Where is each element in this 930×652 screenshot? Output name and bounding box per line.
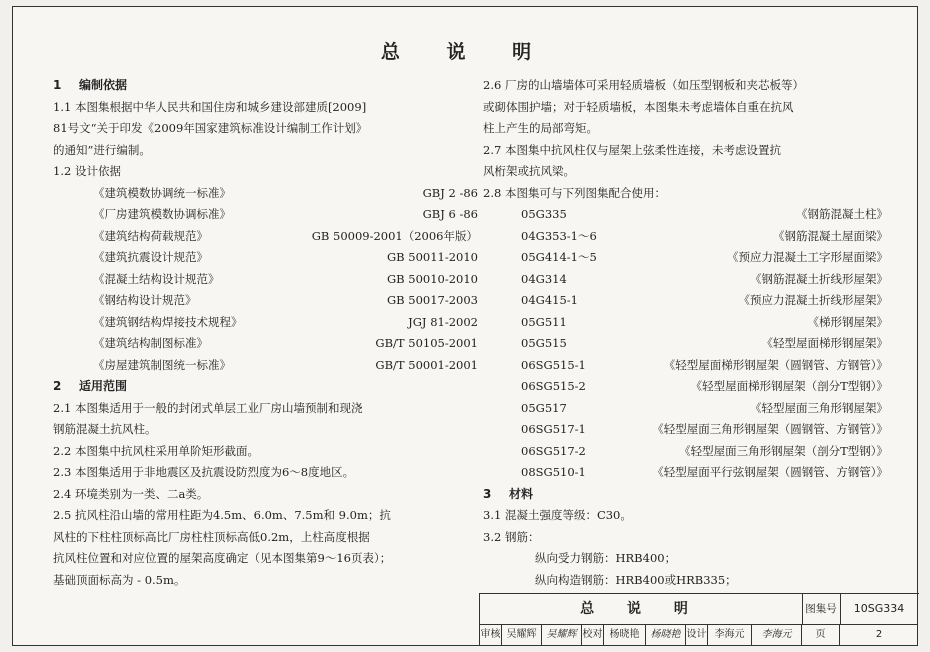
atlas-code: 04G314: [521, 271, 567, 286]
atlas-name: 《钢筋混凝土屋面梁》: [773, 228, 888, 243]
atlas-code: 08SG510-1: [521, 465, 586, 479]
subsection-1-2: 1.2 设计依据: [53, 164, 121, 178]
paragraph-line: 基础顶面标高为 - 0.5m。: [53, 572, 186, 587]
standard-name: 《厂房建筑模数协调标准》: [93, 207, 231, 221]
atlas-row: [483, 441, 888, 463]
paragraph-line: 的通知”进行编制。: [53, 142, 151, 157]
section-number: 3: [483, 486, 492, 501]
paragraph-line: 2.6 厂房的山墙墙体可采用轻质墙板（如压型钢板和夹芯板等）: [483, 78, 804, 92]
atlas-code: 04G353-1～6: [521, 228, 597, 243]
designer-signature: 李海元: [752, 624, 802, 645]
standard-row: [53, 183, 478, 205]
standard-row: [53, 312, 478, 334]
right-column: [483, 75, 888, 591]
paragraph-line: 2.2 本图集中抗风柱采用单阶矩形截面。: [53, 443, 259, 458]
atlas-name: 《预应力混凝土工字形屋面梁》: [727, 250, 888, 264]
atlas-code: 05G335: [521, 207, 567, 221]
standard-code: GB 50010-2010: [386, 271, 478, 286]
page-title: 总 说 明: [380, 41, 552, 63]
paragraph-line: 抗风柱位置和对应位置的屋架高度确定（见本图集第9～16页表）；: [53, 551, 392, 565]
drawing-sheet: [12, 6, 918, 646]
standard-code: GB/T 50001-2001: [375, 357, 478, 372]
paragraph-line: 3.1 混凝土强度等级：C30。: [483, 508, 632, 522]
atlas-row: [483, 312, 888, 334]
atlas-row: [483, 333, 888, 355]
atlas-row: [483, 269, 888, 291]
review-label: 审核: [480, 624, 502, 645]
checker-signature: 杨晓艳: [646, 624, 686, 645]
standard-row: [53, 290, 478, 312]
atlas-row: [483, 226, 888, 248]
section-1-heading: 1 编制依据: [53, 75, 478, 97]
atlas-name: 《轻型屋面三角形钢屋架》: [750, 400, 888, 415]
standard-name: 《建筑抗震设计规范》: [93, 250, 208, 264]
section-3-heading: 3 材料: [483, 484, 888, 506]
paragraph-line: 2.1 本图集适用于一般的封闭式单层工业厂房山墙预制和现浇: [53, 400, 363, 415]
standard-row: [53, 226, 478, 248]
atlas-code: 06SG517-2: [521, 443, 586, 458]
atlas-number: 10SG334: [853, 602, 905, 615]
atlas-name: 《轻型屋面梯形钢屋架》: [761, 336, 888, 350]
standard-row: [53, 269, 478, 291]
standard-code: GB/T 50105-2001: [375, 336, 478, 350]
standard-code: GB 50009-2001（2006年版）: [311, 228, 478, 243]
design-label: 设计: [686, 624, 708, 645]
paragraph-line: 2.7 本图集中抗风柱仅与屋架上弦柔性连接，未考虑设置抗: [483, 142, 781, 157]
atlas-code: 05G511: [521, 314, 567, 329]
standard-name: 《建筑结构荷载规范》: [93, 228, 208, 243]
paragraph-line: 3.2 钢筋：: [483, 529, 540, 544]
atlas-row: [483, 419, 888, 441]
reviewer-name: 吴耀辉: [502, 624, 542, 645]
standard-name: 《混凝土结构设计规范》: [93, 271, 220, 286]
reviewer-signature: 吴耀辉: [542, 624, 582, 645]
paragraph-line: 风桁架或抗风梁。: [483, 164, 575, 178]
standard-code: GB 50017-2003: [386, 293, 478, 307]
section-number: 1: [53, 78, 62, 92]
paragraph-line: 1.1 本图集根据中华人民共和国住房和城乡建设部建质[2009]: [53, 99, 367, 114]
designer-name: 李海元: [708, 624, 752, 645]
paragraph-line: 2.3 本图集适用于非地震区及抗震设防烈度为6～8度地区。: [53, 465, 355, 479]
page-number: 2: [875, 629, 883, 640]
standard-name: 《建筑结构制图标准》: [93, 336, 208, 350]
atlas-row: [483, 462, 888, 484]
atlas-row: [483, 204, 888, 226]
atlas-code: 05G414-1～5: [521, 250, 597, 264]
atlas-code: 06SG515-1: [521, 357, 586, 372]
atlas-name: 《轻型屋面平行弦钢屋架（圆钢管、方钢管）》: [652, 465, 888, 479]
atlas-code: 06SG517-1: [521, 422, 586, 436]
title-block-sign-row: [480, 624, 918, 645]
page-label: 页: [802, 624, 840, 645]
paragraph-line: 风柱的下柱柱顶标高比厂房柱柱顶标高低0.2m，上柱高度根据: [53, 529, 370, 544]
standard-row: [53, 355, 478, 377]
atlas-code: 05G515: [521, 336, 567, 350]
atlas-name: 《钢筋混凝土柱》: [796, 207, 888, 221]
paragraph-line: 或砌体围护墙；对于轻质墙板，本图集未考虑墙体自重在抗风: [483, 99, 794, 114]
atlas-row: [483, 290, 888, 312]
atlas-name: 《预应力混凝土折线形屋架》: [738, 293, 888, 307]
paragraph-line: 2.8 本图集可与下列图集配合使用：: [483, 185, 666, 200]
standard-name: 《钢结构设计规范》: [93, 293, 197, 307]
paragraph-line: 2.4 环境类别为一类、二a类。: [53, 486, 209, 501]
paragraph-line: 钢筋混凝土抗风柱。: [53, 422, 157, 436]
title-block-title: 总 说 明: [480, 594, 803, 624]
atlas-row: [483, 247, 888, 269]
atlas-name: 《梯形钢屋架》: [807, 314, 888, 329]
standard-name: 《房屋建筑制图统一标准》: [93, 357, 231, 372]
check-label: 校对: [582, 624, 604, 645]
paragraph-line: 81号文“关于印发《2009年国家建筑标准设计编制工作计划》: [53, 121, 368, 135]
title-block-top-row: [480, 594, 918, 625]
standard-name: 《建筑钢结构焊接技术规程》: [93, 314, 243, 329]
standard-code: GB 50011-2010: [386, 250, 478, 264]
atlas-code: 05G517: [521, 400, 567, 415]
standard-row: [53, 333, 478, 355]
atlas-row: [483, 398, 888, 420]
standard-row: [53, 204, 478, 226]
atlas-code: 06SG515-2: [521, 379, 586, 393]
section-2-heading: 2 适用范围: [53, 376, 478, 398]
title-block: [479, 593, 919, 645]
standard-code: GBJ 6 -86: [422, 207, 478, 221]
atlas-row: [483, 355, 888, 377]
atlas-name: 《轻型屋面梯形钢屋架（剖分T型钢）》: [690, 379, 888, 393]
standard-row: [53, 247, 478, 269]
atlas-code: 04G415-1: [521, 293, 578, 307]
paragraph-line: 2.5 抗风柱沿山墙的常用柱距为4.5m、6.0m、7.5m和 9.0m；抗: [53, 508, 391, 522]
checker-name: 杨晓艳: [604, 624, 646, 645]
atlas-name: 《轻型屋面三角形钢屋架（剖分T型钢）》: [679, 443, 888, 458]
paragraph-line: 纵向构造钢筋：HRB400或HRB335；: [535, 572, 737, 587]
atlas-name: 《轻型屋面梯形钢屋架（圆钢管、方钢管）》: [663, 357, 888, 372]
standard-code: GBJ 2 -86: [422, 185, 478, 200]
paragraph-line: 柱上产生的局部弯矩。: [483, 121, 598, 135]
standard-code: JGJ 81-2002: [408, 314, 478, 329]
left-column: [53, 75, 478, 591]
standard-name: 《建筑模数协调统一标准》: [93, 185, 231, 200]
section-number: 2: [53, 379, 62, 393]
atlas-name: 《轻型屋面三角形钢屋架（圆钢管、方钢管）》: [652, 422, 888, 436]
atlas-number-label: 图集号: [802, 594, 841, 624]
atlas-name: 《钢筋混凝土折线形屋架》: [750, 271, 888, 286]
atlas-row: [483, 376, 888, 398]
paragraph-line: 纵向受力钢筋：HRB400；: [535, 551, 677, 565]
